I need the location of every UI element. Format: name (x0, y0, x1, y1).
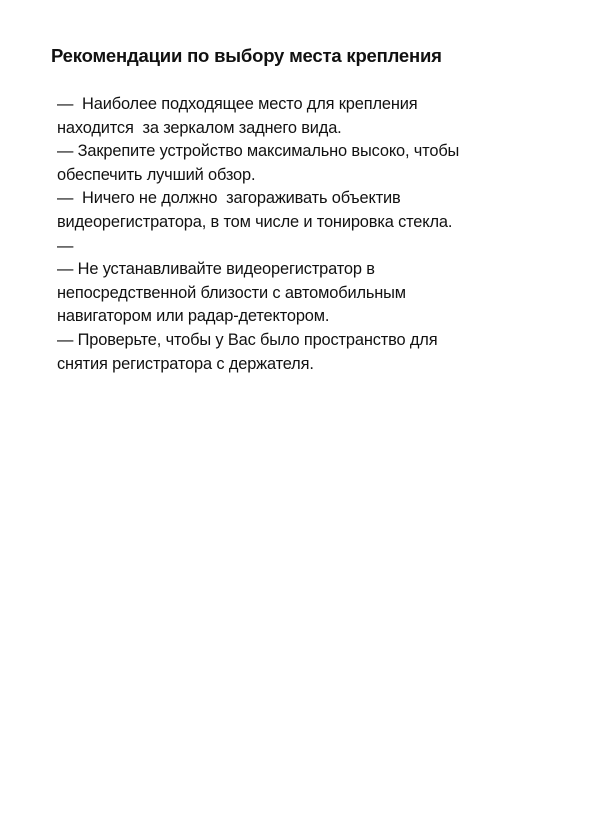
page-title: Рекомендации по выбору места крепления (51, 45, 442, 66)
text-line: — Закрепите устройство максимально высоко, чтобы (57, 142, 460, 161)
text-line: навигатором или радар-детектором. (57, 307, 330, 326)
text-line: снятия регистратора с держателя. (57, 354, 314, 373)
recommendations-text (57, 93, 557, 376)
text-line: непосредственной близости с автомобильным (57, 283, 406, 302)
text-line: — (57, 236, 74, 255)
text-line: — Наиболее подходящее место для крепления (57, 95, 418, 113)
text-line: — Проверьте, чтобы у Вас было пространство для (57, 330, 438, 349)
text-line: видеорегистратора, в том числе и тонировка стекла. (57, 212, 453, 231)
text-line: — Ничего не должно загораживать объектив (57, 189, 401, 208)
text-line: находится за зеркалом заднего вида. (57, 118, 342, 137)
text-line: обеспечить лучший обзор. (57, 165, 256, 184)
text-line: — Не устанавливайте видеорегистратор в (57, 260, 375, 279)
